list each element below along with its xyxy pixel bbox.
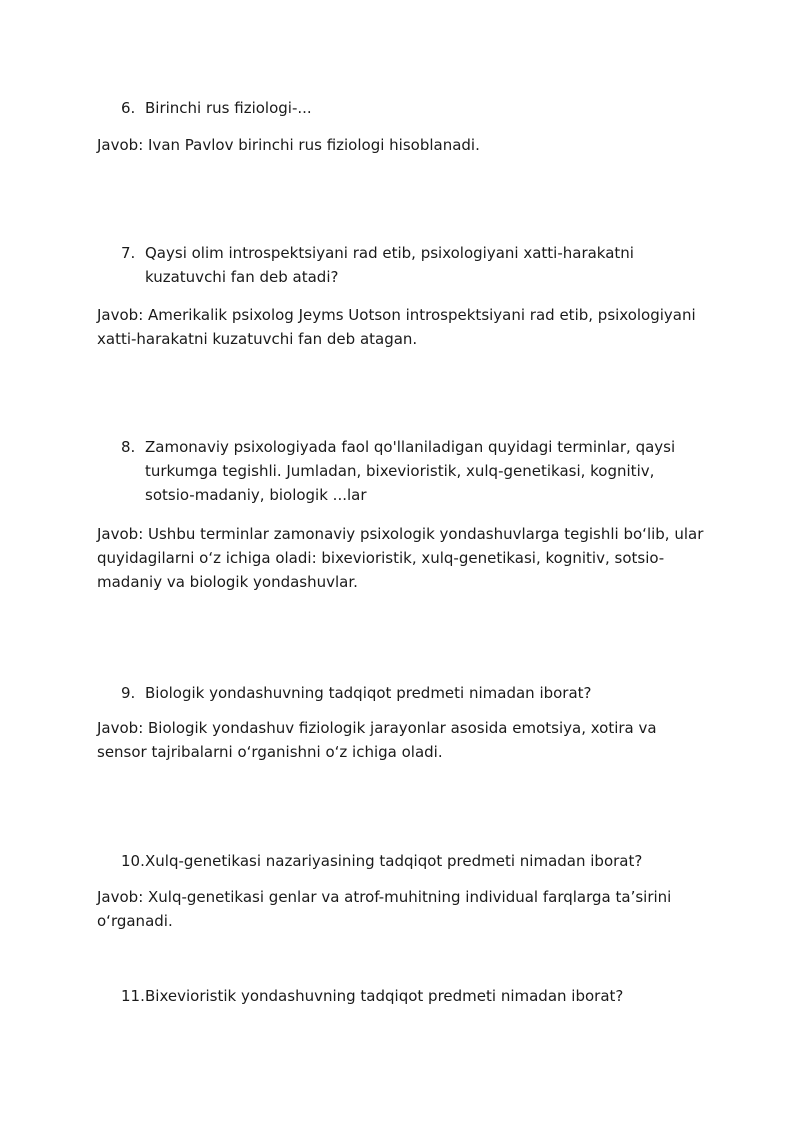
question-8 — [121, 435, 691, 507]
answer-9: Javob: Biologik yondashuv fiziologik jarayonlar asosida emotsiya, xotira va sensor tajribalarni o‘rganishni o‘z ichiga oladi. — [97, 719, 657, 761]
answer-10: Javob: Xulq-genetikasi genlar va atrof-muhitning individual farqlarga ta’sirini o‘rganadi. — [97, 888, 672, 930]
question-text: Xulq-genetikasi nazariyasining tadqiqot predmeti nimadan iborat? — [145, 852, 643, 870]
question-10 — [121, 849, 681, 873]
question-11 — [121, 984, 681, 1008]
question-text: Biologik yondashuvning tadqiqot predmeti nimadan iborat? — [145, 684, 592, 702]
question-text: Bixevioristik yondashuvning tadqiqot predmeti nimadan iborat? — [145, 987, 624, 1005]
question-7 — [121, 241, 641, 289]
answer-8: Javob: Ushbu terminlar zamonaviy psixologik yondashuvlarga tegishli bo‘lib, ular quyidagilarni o‘z ichiga oladi: bixevioristik, xulq-genetikasi, kognitiv, sotsio-madaniy va biologik yondashuvlar. — [97, 525, 704, 591]
question-number: 10. — [121, 852, 145, 870]
question-number: 11. — [121, 987, 145, 1005]
question-text: Qaysi olim introspektsiyani rad etib, psixologiyani xatti-harakatni kuzatuvchi fan deb atadi? — [145, 244, 634, 286]
answer-7: Javob: Amerikalik psixolog Jeyms Uotson introspektsiyani rad etib, psixologiyani xatti-harakatni kuzatuvchi fan deb atagan. — [97, 306, 696, 348]
question-9 — [121, 681, 681, 705]
question-text: Birinchi rus fiziologi-... — [145, 99, 312, 117]
question-number: 8. — [121, 438, 136, 456]
answer-6: Javob: Ivan Pavlov birinchi rus fiziologi hisoblanadi. — [97, 136, 480, 154]
question-number: 6. — [121, 99, 136, 117]
question-6 — [121, 96, 681, 120]
question-number: 7. — [121, 244, 136, 262]
question-text: Zamonaviy psixologiyada faol qo'llaniladigan quyidagi terminlar, qaysi turkumga tegishli. Jumladan, bixevioristik, xulq-genetikasi, kognitiv, sotsio-madaniy, biologik ...lar — [145, 438, 676, 504]
question-number: 9. — [121, 684, 136, 702]
